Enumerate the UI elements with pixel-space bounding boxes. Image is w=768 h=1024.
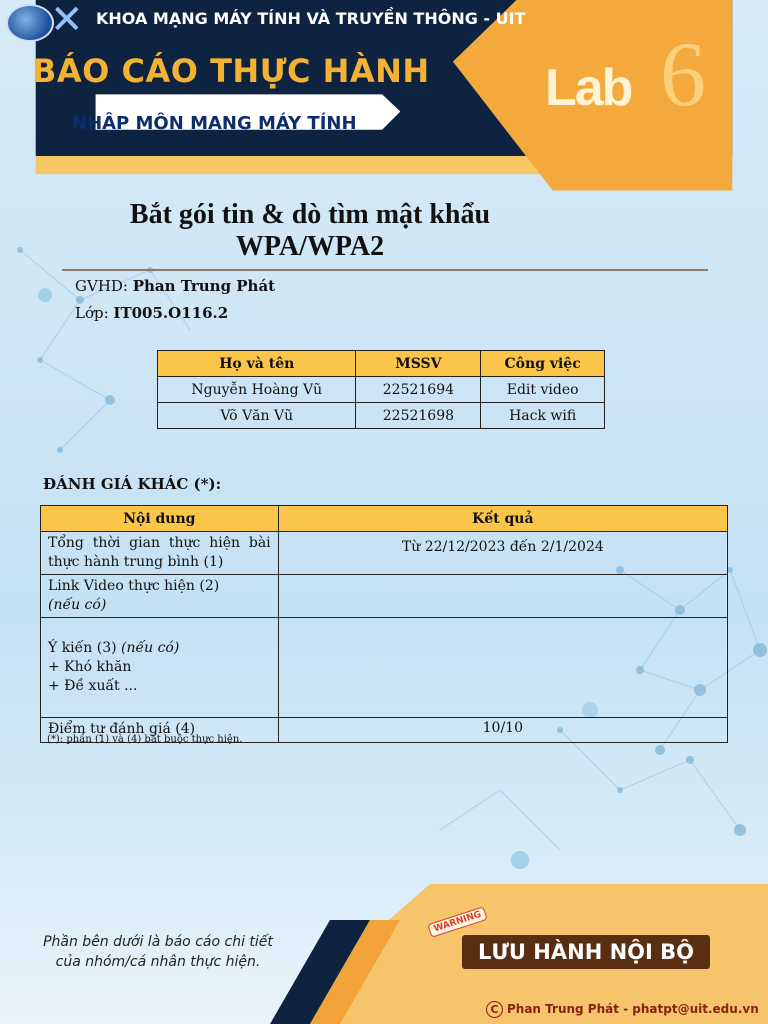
col-id-header: MSSV: [356, 351, 481, 377]
footer-note-line2: của nhóm/cá nhân thực hiện.: [55, 954, 261, 970]
time-label: Tổng thời gian thực hiện bài thực hành trung bình (1): [41, 532, 279, 575]
faculty-logo-icon: ✕: [50, 0, 84, 43]
header-banner: [0, 0, 768, 195]
opinion-label: [48, 639, 271, 658]
video-label: Link Video thực hiện (2): [48, 578, 220, 594]
copyright-line: [486, 1001, 759, 1018]
evaluation-note: (*): phần (1) và (4) bắt buộc thực hiện.: [47, 734, 243, 745]
copyright-text: Phan Trung Phát - phatpt@uit.edu.vn: [507, 1002, 759, 1016]
instructor-name: Phan Trung Phát: [132, 277, 276, 295]
score-label: Điểm tự đánh giá (4): [41, 718, 279, 743]
video-label-note: (nếu có): [48, 597, 107, 613]
time-value: Từ 22/12/2023 đến 2/1/2024: [278, 532, 727, 575]
col-name-header: Họ và tên: [158, 351, 356, 377]
member-name: Võ Văn Vũ: [158, 403, 356, 429]
opinion-label-cell: [41, 618, 279, 718]
class-line: [75, 304, 228, 322]
opinion-value: [278, 618, 727, 718]
table-row: [158, 377, 605, 403]
faculty-name: KHOA MẠNG MÁY TÍNH VÀ TRUYỀN THÔNG - UIT: [96, 9, 526, 28]
lab-number: 6: [660, 23, 706, 125]
internal-use-badge: LƯU HÀNH NỘI BỘ: [462, 935, 710, 969]
member-id: 22521698: [356, 403, 481, 429]
col-task-header: Công việc: [481, 351, 605, 377]
col-content-header: Nội dung: [41, 506, 279, 532]
video-label-cell: [41, 575, 279, 618]
members-header-row: [158, 351, 605, 377]
opinion-difficulty: + Khó khăn: [48, 659, 132, 675]
course-name: NHẬP MÔN MẠNG MÁY TÍNH: [72, 113, 357, 134]
footer-note-line1: Phần bên dưới là báo cáo chi tiết: [43, 934, 273, 950]
evaluation-header-row: [41, 506, 728, 532]
evaluation-table: [40, 505, 728, 743]
eval-row-time: [41, 532, 728, 575]
member-name: Nguyễn Hoàng Vũ: [158, 377, 356, 403]
member-id: 22521694: [356, 377, 481, 403]
evaluation-heading: ĐÁNH GIÁ KHÁC (*):: [43, 475, 222, 493]
document-title-line2: WPA/WPA2: [235, 231, 385, 262]
opinion-label-note: (nếu có): [121, 640, 180, 656]
document-title-line1: Bắt gói tin & dò tìm mật khẩu: [129, 199, 491, 230]
col-result-header: Kết quả: [278, 506, 727, 532]
title-divider: [62, 269, 708, 271]
instructor-line: [75, 277, 275, 295]
member-task: Edit video: [481, 377, 605, 403]
class-label: Lớp:: [75, 304, 114, 322]
opinion-label-text: Ý kiến (3): [48, 640, 122, 656]
copyright-icon: C: [486, 1001, 503, 1018]
report-title: BÁO CÁO THỰC HÀNH: [32, 52, 430, 90]
eval-row-video: [41, 575, 728, 618]
members-table: [157, 350, 605, 429]
instructor-label: GVHD:: [75, 277, 133, 295]
opinion-suggestion: + Đề xuất ...: [48, 678, 138, 694]
uit-logo: [6, 4, 54, 42]
member-task: Hack wifi: [481, 403, 605, 429]
score-value: 10/10: [278, 718, 727, 743]
document-title: [60, 199, 560, 263]
eval-row-opinion: [41, 618, 728, 718]
lab-label: Lab: [545, 59, 632, 117]
class-code: IT005.O116.2: [113, 304, 229, 322]
table-row: [158, 403, 605, 429]
footer-note: [28, 932, 288, 972]
video-link-value: [278, 575, 727, 618]
warning-stamp: WARNING: [427, 906, 488, 938]
